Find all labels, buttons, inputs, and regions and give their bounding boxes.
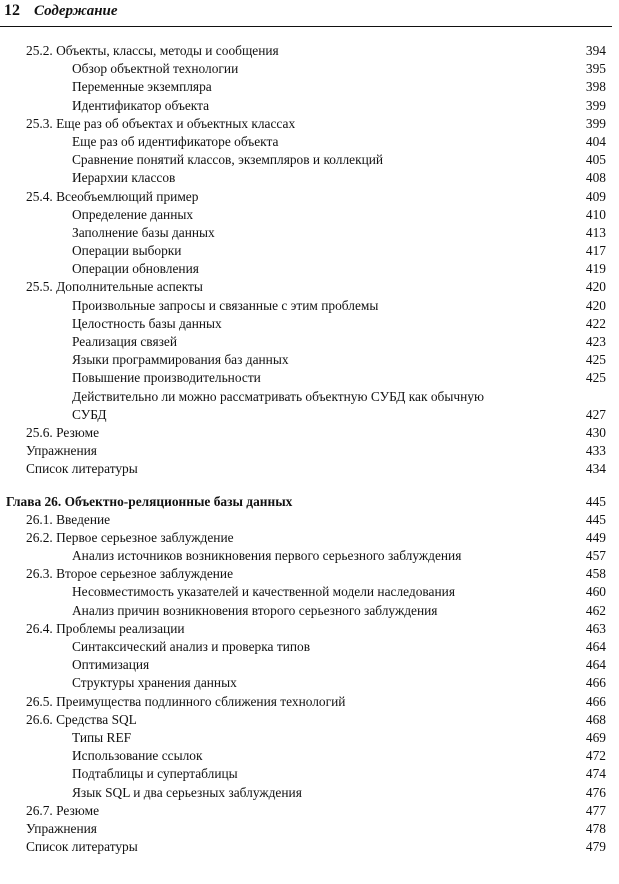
toc-entry-title: Операции обновления [72,261,199,277]
toc-section-entry [0,529,619,547]
toc-entry-title: Идентификатор объекта [72,97,210,113]
toc-subsection-entry [0,60,619,78]
toc-entry-page: 466 [585,675,606,691]
toc-entry-page: 460 [585,584,606,600]
toc-subsection-entry [0,674,619,692]
toc-entry-title: 26.4. Проблемы реализации [26,620,185,636]
toc-subsection-entry [0,583,619,601]
toc-entry-page: 430 [585,424,606,440]
toc-entry-page: 445 [585,493,606,509]
toc-entry-title: Подтаблицы и супертаблицы [72,766,238,782]
toc-entry-title: Несовместимость указателей и качественной модели наследования [72,584,455,600]
toc-subsection-entry [0,747,619,765]
toc-subsection-entry [0,169,619,187]
toc-entry-title: Список литературы [26,839,138,855]
toc-entry-title: 26.7. Резюме [26,802,100,818]
toc-subsection-entry [0,351,619,369]
toc-subsection-entry [0,602,619,620]
toc-entry-title: Список литературы [26,461,138,477]
header-rule [0,26,612,27]
toc-entry-page: 449 [585,529,606,545]
toc-subsection-entry [0,784,619,802]
toc-entry-title: Глава 26. Объектно-реляционные базы данных [6,493,293,509]
toc-subsection-entry [0,547,619,565]
toc-entry-title: Действительно ли можно рассматривать объектную СУБД как обычную СУБД [72,388,484,422]
toc-entry-title: 26.6. Средства SQL [26,711,137,727]
toc-subsection-entry [0,729,619,747]
toc-subsection-entry [0,315,619,333]
toc-entry-page: 462 [585,602,606,618]
toc-entry-title: 26.2. Первое серьезное заблуждение [26,529,234,545]
toc-chapter-entry [0,493,619,511]
toc-subsection-entry [0,151,619,169]
toc-entry-page: 445 [585,511,606,527]
toc-subsection-entry [0,206,619,224]
toc-section-entry [0,820,619,838]
toc-entry-page: 474 [585,766,606,782]
toc-entry-page: 417 [585,243,606,259]
toc-subsection-entry [0,638,619,656]
toc-subsection-entry [0,97,619,115]
toc-section-entry [0,424,619,442]
toc-entry-page: 433 [585,443,606,459]
toc-entry-title: Целостность базы данных [72,315,222,331]
toc-entry-title: Использование ссылок [72,748,203,764]
toc-subsection-entry [0,333,619,351]
toc-entry-page: 477 [585,802,606,818]
toc-entry-title: Сравнение понятий классов, экземпляров и коллекций [72,152,384,168]
toc-entry-page: 469 [585,729,606,745]
toc-section-entry [0,115,619,133]
toc-entry-title: Оптимизация [72,657,150,673]
toc-entry-title: Произвольные запросы и связанные с этим проблемы [72,297,379,313]
toc-entry-page: 399 [585,97,606,113]
toc-entry-page: 422 [585,315,606,331]
toc-entry-page: 425 [585,370,606,386]
toc-entry-page: 427 [585,406,606,422]
toc-section-entry [0,460,619,478]
toc-section-entry [0,188,619,206]
toc-subsection-entry [0,242,619,260]
toc-entry-page: 458 [585,566,606,582]
toc-entry-title: Переменные экземпляра [72,79,212,95]
toc-entry-title: 26.3. Второе серьезное заблуждение [26,566,234,582]
toc-entry-title: Обзор объектной технологии [72,61,239,77]
toc-entry-page: 472 [585,748,606,764]
toc-entry-title: Язык SQL и два серьезных заблуждения [72,784,302,800]
toc-entry-page: 464 [585,657,606,673]
toc-entry-page: 398 [585,79,606,95]
toc-subsection-entry [0,78,619,96]
toc-entry-page: 405 [585,152,606,168]
toc-entry-title: Реализация связей [72,334,178,349]
toc-section-entry [0,278,619,296]
toc-subsection-entry [0,369,619,387]
toc-entry-title: 26.5. Преимущества подлинного сближения технологий [26,693,346,709]
toc-entry-page: 479 [585,839,606,855]
toc-subsection-entry [0,260,619,278]
toc-entry-title: Упражнения [26,820,97,836]
toc-entry-title: Языки программирования баз данных [72,352,289,368]
toc-entry-page: 420 [585,297,606,313]
toc-section-entry [0,442,619,460]
toc-entry-title: Операции выборки [72,243,182,259]
toc-entry-page: 395 [585,61,606,77]
toc-subsection-entry [0,656,619,674]
toc-entry-page: 419 [585,261,606,277]
toc-entry-title: Заполнение базы данных [72,224,215,240]
toc-subsection-entry [0,224,619,242]
toc-section-entry [0,565,619,583]
toc-entry-title: 25.2. Объекты, классы, методы и сообщения [26,43,279,58]
toc-section-entry [0,802,619,820]
toc-entry-page: 420 [585,279,606,295]
toc-section-entry [0,511,619,529]
toc-entry-page: 468 [585,711,606,727]
toc-entry-title: Структуры хранения данных [72,675,237,691]
table-of-contents [0,42,619,856]
toc-entry-page: 413 [585,224,606,240]
toc-entry-page: 425 [585,352,606,368]
toc-entry-title: 25.4. Всеобъемлющий пример [26,188,199,204]
toc-entry-title: 25.3. Еще раз об объектах и объектных классах [26,115,296,131]
running-head-title: Содержание [34,3,118,19]
toc-subsection-entry [0,388,619,424]
toc-section-entry [0,711,619,729]
toc-entry-title: Анализ причин возникновения второго серьезного заблуждения [72,602,438,618]
toc-section-entry [0,42,619,60]
toc-entry-page: 408 [585,170,606,186]
running-head [4,2,118,24]
toc-entry-page: 476 [585,784,606,800]
toc-entry-title: 25.5. Дополнительные аспекты [26,279,203,295]
toc-entry-title: Типы REF [72,729,132,745]
toc-section-entry [0,620,619,638]
toc-entry-page: 463 [585,620,606,636]
toc-entry-page: 466 [585,693,606,709]
toc-entry-page: 410 [585,206,606,222]
toc-entry-page: 478 [585,820,606,836]
toc-entry-page: 394 [585,43,606,58]
toc-entry-page: 434 [585,461,606,477]
toc-entry-title: Синтаксический анализ и проверка типов [72,639,311,655]
chapter-spacer [0,479,619,493]
toc-entry-title: 25.6. Резюме [26,424,100,440]
toc-entry-title: Анализ источников возникновения первого серьезного заблуждения [72,548,462,564]
toc-entry-title: Иерархии классов [72,170,176,186]
toc-subsection-entry [0,765,619,783]
toc-entry-page: 457 [585,548,606,564]
toc-subsection-entry [0,297,619,315]
toc-entry-page: 464 [585,639,606,655]
toc-entry-title: Упражнения [26,443,97,459]
toc-subsection-entry [0,133,619,151]
toc-entry-title: Еще раз об идентификаторе объекта [72,133,279,149]
toc-entry-title: Определение данных [72,206,194,222]
toc-entry-title: 26.1. Введение [26,511,111,527]
toc-section-entry [0,838,619,856]
toc-entry-page: 409 [585,188,606,204]
toc-entry-page: 399 [585,115,606,131]
page-number: 12 [4,2,20,19]
toc-entry-title: Повышение производительности [72,370,261,386]
toc-entry-page: 423 [585,334,606,349]
toc-entry-page: 404 [585,133,606,149]
toc-section-entry [0,693,619,711]
